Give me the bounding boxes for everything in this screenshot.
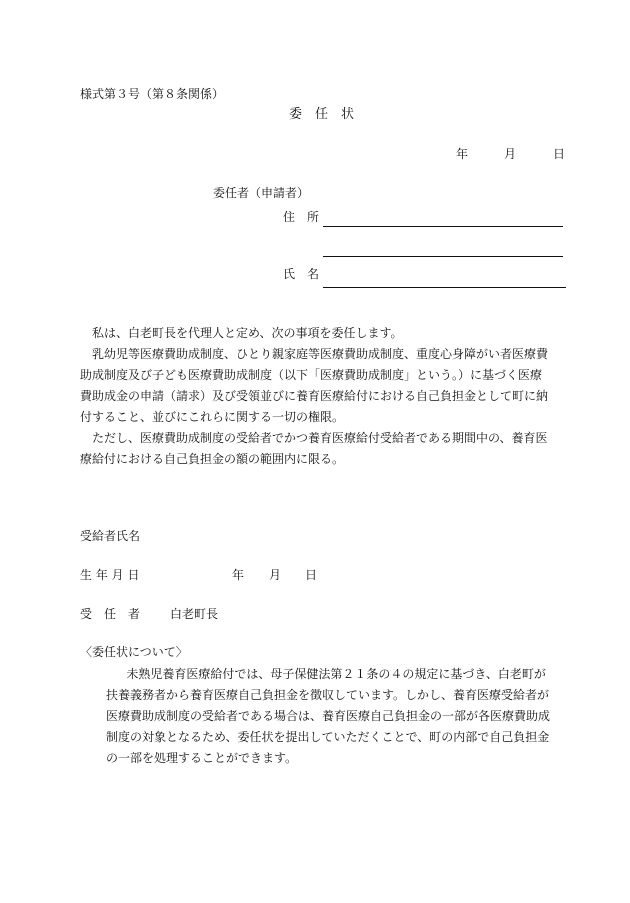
delegation-body (80, 323, 550, 470)
address-line-1[interactable] (323, 226, 563, 227)
birthdate-label: 生 年 月 日 (80, 568, 140, 582)
date-day-label: 日 (553, 147, 566, 161)
birthdate-month-label: 月 (269, 568, 282, 582)
form-number: 様式第３号（第８条関係） (80, 87, 225, 101)
date-month-label: 月 (504, 147, 517, 161)
recipient-name-label: 受給者氏名 (80, 529, 141, 543)
name-label: 氏 名 (283, 267, 320, 281)
delegatee-value: 白老町長 (170, 607, 219, 621)
birthdate-day-label: 日 (305, 568, 318, 582)
date-year-label: 年 (456, 147, 469, 161)
body-paragraph-2: 乳幼児等医療費助成制度、ひとり親家庭等医療費助成制度、重度心身障がい者医療費助成制度及び子ども医療費助成制度（以下「医療費助成制度」という。）に基づく医療費助成金の申請（請求）及び受領並びに養育医療給付における自己負担金として町に納付すること、並びにこれらに関する一切の権限。 (80, 347, 549, 424)
birthdate-year-label: 年 (232, 568, 245, 582)
delegator-heading: 委任者（申請者） (213, 186, 310, 200)
address-line-2[interactable] (323, 256, 563, 257)
notes-body (106, 664, 554, 769)
body-paragraph-1: 私は、白老町長を代理人と定め、次の事項を委任します。 (92, 326, 403, 340)
address-label: 住 所 (283, 210, 320, 224)
notes-text: 未熟児養育医療給付では、母子保健法第２１条の４の規定に基づき、白老町が扶養義務者から養育医療自己負担金を徴収しています。しかし、養育医療受給者が医療費助成制度の受給者である場合は、養育医療自己負担金の一部が各医療費助成制度の対象となるため、委任状を提出していただくことで、町の内部で自己負担金の一部を処理することができます。 (106, 667, 551, 765)
body-paragraph-3: ただし、医療費助成制度の受給者でかつ養育医療給付受給者である期間中の、養育医療給付における自己負担金の額の範囲内に限る。 (80, 431, 548, 466)
notes-heading: 〈委任状について〉 (80, 645, 188, 659)
document-title: 委 任 状 (289, 107, 355, 122)
delegatee-label: 受 任 者 (80, 607, 141, 621)
name-line[interactable] (323, 287, 566, 288)
